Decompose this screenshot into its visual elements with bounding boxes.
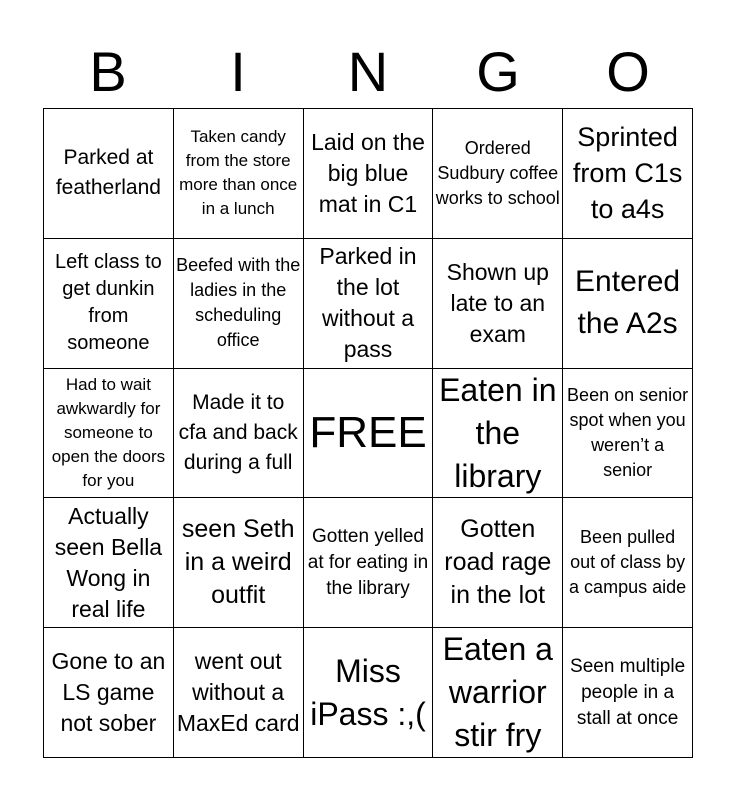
bingo-cell[interactable]: [304, 628, 434, 758]
bingo-cell[interactable]: [174, 498, 304, 628]
bingo-cell[interactable]: [44, 498, 174, 628]
header-letter-n: N: [347, 40, 389, 103]
header-letter-i: I: [230, 40, 246, 103]
cell-text: Been pulled out of class by a campus aide: [569, 527, 687, 598]
bingo-cell[interactable]: [563, 498, 693, 628]
cell-text: Taken candy from the store more than once in a lunch: [179, 127, 298, 219]
cell-text: seen Seth in a weird outfit: [181, 515, 295, 610]
cell-text: Gone to an LS game not sober: [51, 648, 166, 737]
bingo-cell[interactable]: [563, 109, 693, 239]
cell-text: Actually seen Bella Wong in real life: [54, 502, 163, 622]
cell-text: Parked in the lot without a pass: [319, 243, 417, 363]
cell-text: Entered the A2s: [575, 265, 681, 341]
cell-text: Had to wait awkwardly for someone to open the doors for you: [51, 374, 166, 490]
cell-text: Gotten road rage in the lot: [444, 515, 552, 610]
header-letter-b: B: [89, 40, 127, 103]
bingo-cell[interactable]: [563, 369, 693, 499]
bingo-cell[interactable]: [174, 109, 304, 239]
bingo-cell[interactable]: [304, 498, 434, 628]
cell-text: Been on senior spot when you weren’t a senior: [567, 384, 689, 480]
cell-text: Made it to cfa and back during a full: [178, 390, 298, 474]
cell-text: Beefed with the ladies in the scheduling office: [176, 255, 301, 351]
bingo-header: [43, 40, 693, 104]
cell-text: Left class to get dunkin from someone: [55, 251, 162, 355]
bingo-cell-free[interactable]: [304, 369, 434, 499]
bingo-cell[interactable]: [44, 109, 174, 239]
bingo-cell[interactable]: [44, 369, 174, 499]
cell-text: Laid on the big blue mat in C1: [311, 128, 425, 217]
bingo-cell[interactable]: [433, 628, 563, 758]
bingo-board: [43, 108, 693, 758]
header-letter-o: O: [606, 40, 650, 103]
bingo-cell[interactable]: [174, 239, 304, 369]
bingo-cell[interactable]: [174, 628, 304, 758]
bingo-cell[interactable]: [433, 369, 563, 499]
cell-text: Gotten yelled at for eating in the library: [307, 525, 429, 599]
header-letter-g: G: [476, 40, 520, 103]
cell-text: Sprinted from C1s to a4s: [572, 122, 683, 225]
bingo-cell[interactable]: [44, 239, 174, 369]
bingo-cell[interactable]: [563, 239, 693, 369]
cell-text: Eaten a warrior stir fry: [442, 631, 553, 754]
cell-text: Shown up late to an exam: [446, 258, 549, 347]
bingo-cell[interactable]: [433, 109, 563, 239]
cell-text: Parked at featherland: [55, 146, 161, 200]
bingo-cell[interactable]: [433, 498, 563, 628]
bingo-cell[interactable]: [174, 369, 304, 499]
cell-text: Ordered Sudbury coffee works to school: [435, 137, 560, 208]
cell-text: went out without a MaxEd card: [176, 648, 300, 737]
bingo-cell[interactable]: [44, 628, 174, 758]
bingo-cell[interactable]: [563, 628, 693, 758]
cell-text: Miss iPass :,(: [310, 652, 426, 732]
cell-text: Seen multiple people in a stall at once: [570, 655, 686, 729]
bingo-cell[interactable]: [304, 109, 434, 239]
free-space-label: FREE: [309, 407, 427, 457]
bingo-cell[interactable]: [304, 239, 434, 369]
bingo-cell[interactable]: [433, 239, 563, 369]
cell-text: Eaten in the library: [439, 371, 557, 494]
